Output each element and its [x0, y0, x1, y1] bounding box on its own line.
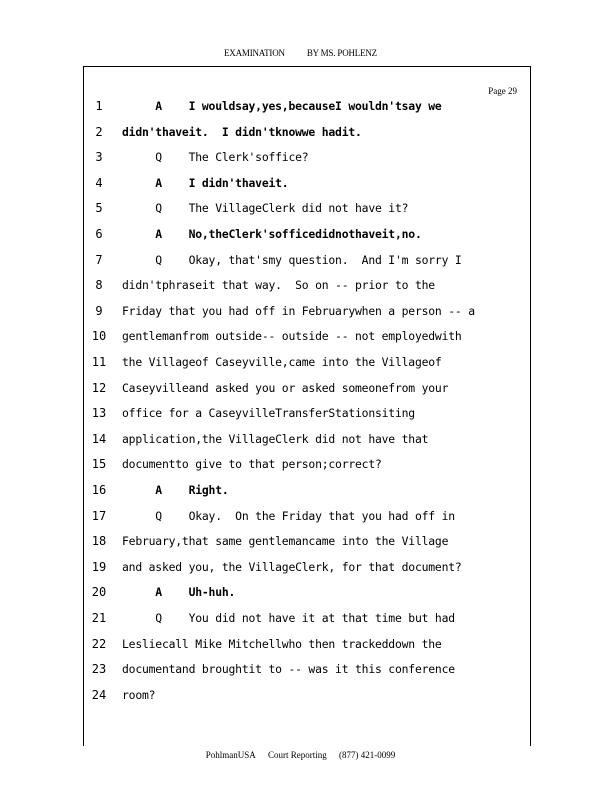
transcript-line: didn'thaveit. I didn'tknowwe hadit. — [122, 124, 362, 139]
line-number: 15 — [91, 457, 107, 472]
line-number: 4 — [95, 175, 103, 190]
transcript-line: office for a CaseyvilleTransferStationsiting — [122, 406, 415, 421]
transcript-line: Q Okay, that'smy question. And I'm sorry I — [122, 252, 462, 267]
line-number: 3 — [95, 150, 103, 165]
transcript-line: gentlemanfrom outside-- outside -- not employedwith — [122, 329, 462, 344]
footer-phone: (877) 421-0099 — [339, 750, 396, 760]
page-header — [0, 48, 601, 58]
transcript-line: didn'tphraseit that way. So on -- prior to the — [122, 278, 435, 293]
transcript-line: A Uh-huh. — [122, 585, 236, 600]
transcript-line: Q The VillageClerk did not have it? — [122, 201, 409, 216]
transcript-line: Q The Clerk'soffice? — [122, 150, 309, 165]
transcript-line: A I wouldsay,yes,becauseI wouldn'tsay we — [122, 99, 442, 113]
line-number: 10 — [91, 329, 107, 344]
line-number: 17 — [91, 508, 107, 523]
transcript-line: Q You did not have it at that time but had — [122, 611, 455, 625]
footer-company: PohlmanUSA — [205, 750, 256, 760]
line-number: 16 — [91, 483, 107, 497]
transcript-line: application,the VillageClerk did not have that — [122, 431, 429, 446]
transcript-line: documentand broughtit to -- was it this conference — [122, 662, 455, 677]
transcript-line: Lesliecall Mike Mitchellwho then trackeddown the — [122, 636, 442, 651]
line-number: 13 — [91, 406, 107, 421]
line-number: 20 — [91, 585, 107, 600]
line-number: 24 — [91, 687, 107, 702]
transcript-line: documentto give to that person;correct? — [122, 457, 382, 472]
line-number: 18 — [91, 534, 107, 549]
header-examiner: BY MS. POHLENZ — [306, 48, 377, 58]
transcript-line: Q Okay. On the Friday that you had off in — [122, 508, 455, 523]
transcript-line: and asked you, the VillageClerk, for that document? — [122, 559, 462, 574]
transcript-line: room? — [122, 687, 156, 702]
line-number: 6 — [95, 227, 103, 241]
page-number: Page 29 — [488, 86, 517, 96]
line-number: 1 — [95, 99, 103, 113]
line-number: 14 — [91, 431, 107, 446]
transcript-line: A I didn'thaveit. — [122, 175, 289, 190]
line-number: 7 — [95, 252, 103, 267]
line-number: 22 — [91, 636, 107, 651]
line-number: 21 — [91, 611, 107, 625]
line-number: 11 — [91, 355, 107, 369]
transcript-line: Caseyvilleand asked you or asked someonefrom your — [122, 380, 449, 395]
line-number: 23 — [91, 662, 107, 677]
transcript-line: Friday that you had off in Februarywhen a person -- a — [122, 303, 475, 318]
page-footer — [0, 750, 601, 760]
line-number: 2 — [95, 124, 103, 139]
line-number: 8 — [95, 278, 103, 293]
transcript-line: the Villageof Caseyville,came into the Villageof — [122, 355, 442, 369]
transcript-line: A No,theClerk'sofficedidnothaveit,no. — [122, 227, 422, 241]
transcript-line: February,that same gentlemancame into the Village — [122, 534, 449, 549]
line-number: 9 — [95, 303, 103, 318]
header-section: EXAMINATION — [224, 48, 285, 58]
footer-service: Court Reporting — [268, 750, 327, 760]
line-number: 19 — [91, 559, 107, 574]
line-number: 5 — [95, 201, 103, 216]
line-number: 12 — [91, 380, 107, 395]
transcript-line: A Right. — [122, 483, 229, 497]
